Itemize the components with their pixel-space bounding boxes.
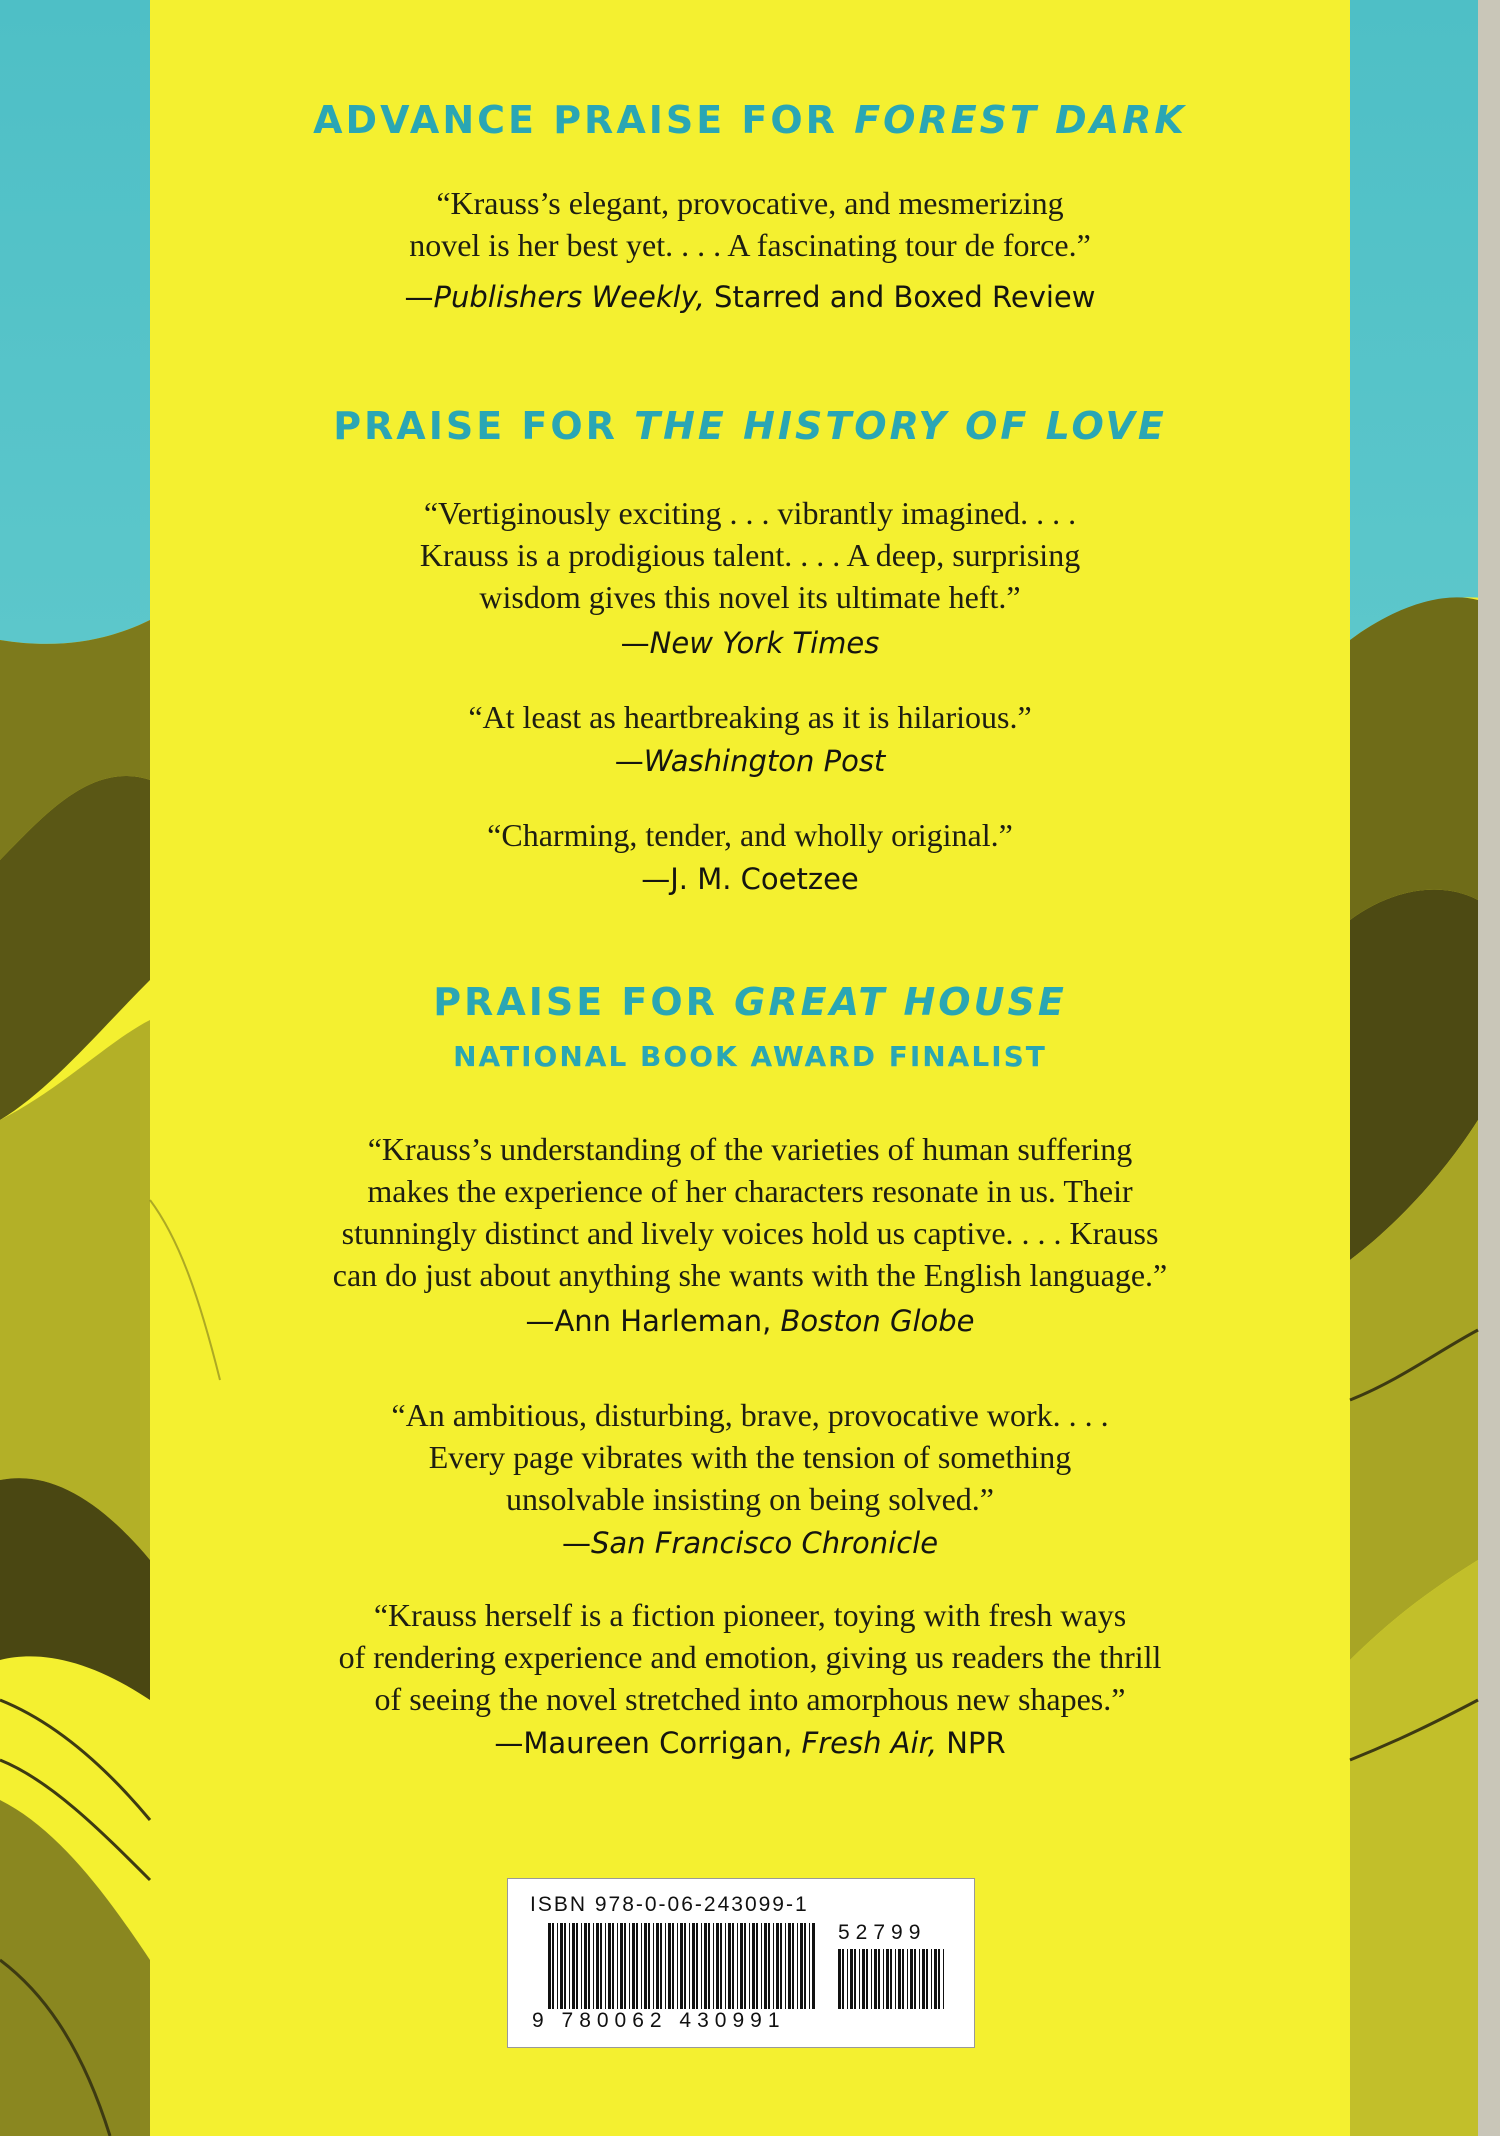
price-code: 52799 [838, 1921, 927, 1944]
barcode-bar [624, 1923, 626, 2009]
section-heading: PRAISE FOR THE HISTORY OF LOVE [333, 404, 1167, 448]
barcode-bar [800, 1923, 803, 2009]
isbn-label: ISBN 978-0-06-243099-1 [530, 1893, 809, 1916]
barcode-bar [588, 1923, 590, 2009]
barcode-bar [648, 1923, 650, 2009]
barcode-bar [919, 1949, 920, 2009]
barcode-bar [756, 1923, 758, 2009]
barcode-bar [629, 1923, 630, 2009]
barcode-bar [752, 1923, 755, 2009]
barcode-bar [572, 1923, 575, 2009]
barcode-bar [552, 1923, 554, 2009]
barcode-bar [684, 1923, 686, 2009]
barcode-bar [744, 1923, 746, 2009]
isbn-barcode [507, 1878, 975, 2048]
barcode-bar [696, 1923, 698, 2009]
barcode-bar [773, 1923, 774, 2009]
barcode-bar [732, 1923, 734, 2009]
barcode-bar [713, 1923, 714, 2009]
barcode-bar [850, 1949, 853, 2009]
barcode-bar [761, 1923, 762, 2009]
barcode-bar [560, 1923, 563, 2009]
barcode-bar [612, 1923, 614, 2009]
review-attribution: —New York Times [620, 626, 880, 660]
barcode-bar [874, 1949, 877, 2009]
barcode-bar [886, 1949, 889, 2009]
review-quote: “Krauss’s understanding of the varieties of human suffering makes the experience of her characters resonate in us. Their stunningly distinct and lively voices hold us captive. . . . Krauss can do just about anything she wants with the English language.” [332, 1131, 1168, 1293]
review-attribution: —Ann Harleman, Boston Globe [525, 1304, 975, 1338]
barcode-bar [704, 1923, 707, 2009]
barcode-bar [605, 1923, 606, 2009]
barcode-bar [608, 1923, 611, 2009]
barcode-bar [740, 1923, 743, 2009]
barcode-bar [576, 1923, 578, 2009]
barcode-bar [792, 1923, 794, 2009]
barcode-bar [838, 1949, 841, 2009]
barcode-bar [569, 1923, 570, 2009]
barcode-bar [902, 1949, 904, 2009]
barcode-bar [716, 1923, 719, 2009]
review-quote: “An ambitious, disturbing, brave, provocative work. . . . Every page vibrates with the tension of something unsolvable insisting on being solved.” [391, 1397, 1109, 1517]
barcode-bar [692, 1923, 695, 2009]
barcode-bar [943, 1949, 944, 2009]
section-subheading: NATIONAL BOOK AWARD FINALIST [453, 1040, 1047, 1073]
ean-digits: 9 780062 430991 [532, 2009, 786, 2032]
barcode-bar [749, 1923, 750, 2009]
section-heading: PRAISE FOR GREAT HOUSE [433, 980, 1067, 1024]
review-attribution: —Maureen Corrigan, Fresh Air, NPR [494, 1726, 1006, 1760]
review-quote: “Vertiginously exciting . . . vibrantly imagined. . . . Krauss is a prodigious talent. . . . A deep, surprising wisdom gives this novel its ultimate heft.” [419, 495, 1081, 615]
review-attribution: —J. M. Coetzee [641, 862, 859, 896]
barcode-bar [581, 1923, 582, 2009]
barcode-bar [689, 1923, 690, 2009]
barcode-bar [600, 1923, 602, 2009]
barcode-bar [842, 1949, 844, 2009]
barcode-bar [809, 1923, 810, 2009]
barcode-bar [895, 1949, 896, 2009]
review-attribution: —San Francisco Chronicle [561, 1526, 939, 1560]
barcode-bar [854, 1949, 856, 2009]
barcode-bar [847, 1949, 848, 2009]
barcode-bar [593, 1923, 594, 2009]
barcode-bar [677, 1923, 678, 2009]
barcode-bar [871, 1949, 872, 2009]
barcode-bar [938, 1949, 940, 2009]
barcode-bar [668, 1923, 671, 2009]
barcode-bar [890, 1949, 892, 2009]
barcode-bar [720, 1923, 722, 2009]
barcode-bar [797, 1923, 798, 2009]
review-quote: “At least as heartbreaking as it is hilarious.” [468, 699, 1032, 735]
barcode-bar [653, 1923, 654, 2009]
review-quote: “Charming, tender, and wholly original.” [487, 817, 1013, 853]
barcode-bar [557, 1923, 558, 2009]
section-heading: ADVANCE PRAISE FOR FOREST DARK [313, 98, 1187, 142]
barcode-bar [701, 1923, 702, 2009]
barcode-bar [931, 1949, 932, 2009]
barcode-bar [636, 1923, 638, 2009]
barcode-bar [768, 1923, 770, 2009]
ean-barcode-bars [548, 1923, 818, 2009]
barcode-bar [620, 1923, 623, 2009]
barcode-bar [785, 1923, 786, 2009]
barcode-bar [780, 1923, 782, 2009]
review-attribution: —Washington Post [614, 744, 886, 778]
barcode-bar [660, 1923, 662, 2009]
barcode-bar [812, 1923, 815, 2009]
barcode-bar [862, 1949, 865, 2009]
barcode-bar [804, 1923, 806, 2009]
barcode-bar [548, 1923, 551, 2009]
barcode-bar [584, 1923, 587, 2009]
barcode-bar [564, 1923, 566, 2009]
price-barcode-bars [838, 1949, 948, 2009]
review-quote: “Krauss herself is a fiction pioneer, toying with fresh ways of rendering experience and emotion, giving us readers the thrill of seeing the novel stretched into amorphous new shapes.” [338, 1597, 1162, 1717]
barcode-bar [914, 1949, 916, 2009]
barcode-bar [728, 1923, 731, 2009]
barcode-bar [641, 1923, 642, 2009]
barcode-bar [665, 1923, 666, 2009]
barcode-bar [934, 1949, 937, 2009]
barcode-bar [859, 1949, 860, 2009]
barcode-bar [632, 1923, 635, 2009]
barcode-bar [680, 1923, 683, 2009]
review-quote: “Krauss’s elegant, provocative, and mesmerizing novel is her best yet. . . . A fascinating tour de force.” [409, 185, 1091, 263]
barcode-bar [922, 1949, 925, 2009]
barcode-bar [866, 1949, 868, 2009]
review-attribution: —Publishers Weekly, Starred and Boxed Review [404, 280, 1096, 314]
barcode-bar [656, 1923, 659, 2009]
barcode-bar [907, 1949, 908, 2009]
barcode-bar [898, 1949, 901, 2009]
barcode-bar [878, 1949, 880, 2009]
barcode-bar [617, 1923, 618, 2009]
barcode-bar [764, 1923, 767, 2009]
barcode-bar [596, 1923, 599, 2009]
barcode-bar [926, 1949, 928, 2009]
barcode-bar [883, 1949, 884, 2009]
barcode-bar [672, 1923, 674, 2009]
barcode-bar [776, 1923, 779, 2009]
barcode-bar [644, 1923, 647, 2009]
barcode-bar [725, 1923, 726, 2009]
barcode-bar [910, 1949, 913, 2009]
barcode-bar [737, 1923, 738, 2009]
barcode-bar [788, 1923, 791, 2009]
barcode-bar [708, 1923, 710, 2009]
